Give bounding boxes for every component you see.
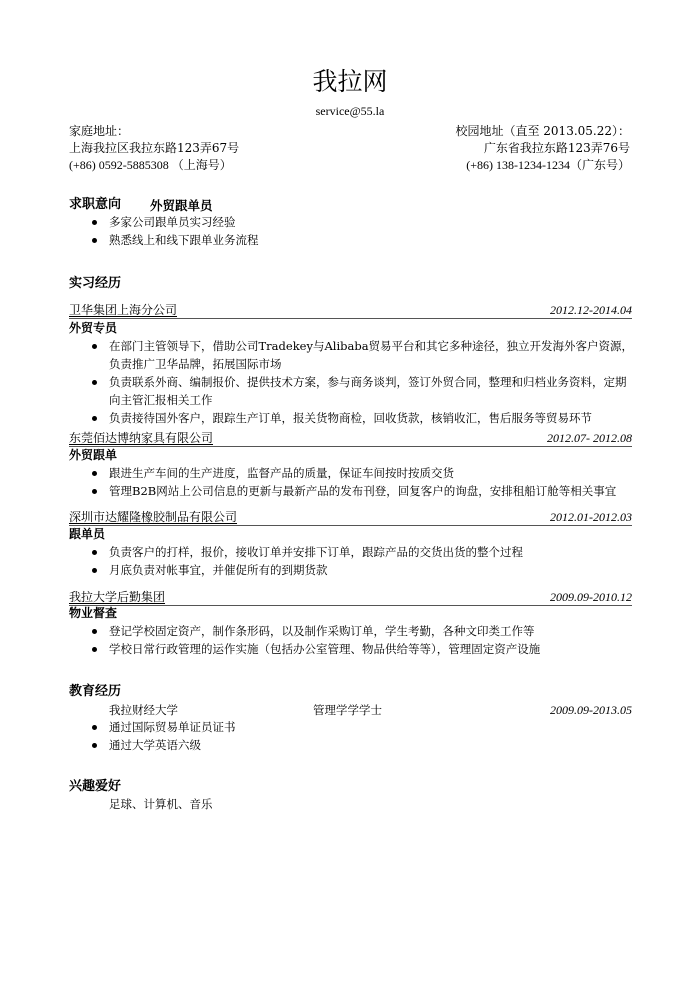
list-item: 负责联系外商、编制报价、提供技术方案，参与商务谈判，签订外贸合同，整理和归档业务资料，定期向主管汇报相关工作 — [90, 373, 635, 409]
job-role: 外贸专员 — [69, 321, 118, 335]
list-item: 通过大学英语六级 — [90, 736, 630, 754]
campus-phone: (+86) 138-1234-1234（广东号） — [466, 158, 630, 172]
objective-heading: 求职意向 — [69, 197, 122, 212]
list-item: 负责接待国外客户，跟踪生产订单，报关货物商检，回收货款，核销收汇，售后服务等贸易环节 — [90, 409, 635, 427]
duty-list — [90, 337, 635, 427]
campus-address-label: 校园地址（直至 2013.05.22）： — [455, 124, 630, 138]
job-role: 物业督查 — [69, 606, 118, 620]
list-item: 在部门主管领导下，借助公司Tradekey与Alibaba贸易平台和其它多种途径，独立开发海外客户资源，负责推广卫华品牌，拓展国际市场 — [90, 337, 635, 373]
bullet-icon — [92, 647, 97, 652]
email-address: service@55.la — [315, 104, 385, 118]
education-heading: 教育经历 — [69, 684, 122, 699]
bullet-icon — [92, 380, 97, 385]
list-item: 月底负责对帐事宜，并催促所有的到期货款 — [90, 561, 635, 579]
entry-date: 2009.09-2010.12 — [550, 590, 632, 604]
bullet-icon — [92, 743, 97, 748]
bullet-icon — [92, 550, 97, 555]
company-divider — [69, 605, 632, 606]
company-name: 卫华集团上海分公司 — [69, 303, 178, 317]
list-item: 负责客户的打样，报价，接收订单并安排下订单，跟踪产品的交货出货的整个过程 — [90, 543, 635, 561]
job-role: 外贸跟单 — [69, 448, 118, 462]
duty-list — [90, 464, 650, 500]
duty-list — [90, 622, 635, 658]
hobbies-heading: 兴趣爱好 — [69, 779, 122, 794]
company-divider — [69, 318, 632, 319]
job-role: 跟单员 — [69, 527, 106, 541]
education-list — [90, 718, 630, 754]
bullet-icon — [92, 220, 97, 225]
entry-date: 2012.01-2012.03 — [550, 510, 632, 524]
bullet-icon — [92, 416, 97, 421]
company-divider — [69, 446, 632, 447]
home-phone: (+86) 0592-5885308 （上海号） — [69, 158, 232, 172]
resume-name: 我拉网 — [312, 67, 388, 96]
bullet-icon — [92, 629, 97, 634]
list-item: 跟进生产车间的生产进度，监督产品的质量，保证车间按时按质交货 — [90, 464, 650, 482]
school-name: 我拉财经大学 — [109, 703, 178, 717]
bullet-icon — [92, 725, 97, 730]
hobbies-text: 足球、计算机、音乐 — [109, 797, 213, 811]
list-item: 多家公司跟单员实习经验 — [90, 213, 630, 231]
bullet-icon — [92, 489, 97, 494]
campus-address: 广东省我拉东路123弄76号 — [483, 141, 630, 155]
company-name: 我拉大学后勤集团 — [69, 590, 166, 604]
company-name: 深圳市达耀隆橡胶制品有限公司 — [69, 510, 238, 524]
bullet-icon — [92, 471, 97, 476]
objective-list — [90, 213, 630, 249]
company-divider — [69, 525, 632, 526]
home-address: 上海我拉区我拉东路123弄67号 — [69, 141, 240, 155]
home-address-label: 家庭地址： — [69, 124, 130, 138]
list-item: 登记学校固定资产，制作条形码，以及制作采购订单，学生考勤，各种文印类工作等 — [90, 622, 635, 640]
list-item: 熟悉线上和线下跟单业务流程 — [90, 231, 630, 249]
list-item: 管理B2B网站上公司信息的更新与最新产品的发布刊登，回复客户的询盘，安排租船订舱等相关事宜 — [90, 482, 650, 500]
list-item: 通过国际贸易单证员证书 — [90, 718, 630, 736]
bullet-icon — [92, 344, 97, 349]
degree: 管理学学学士 — [313, 703, 382, 717]
bullet-icon — [92, 238, 97, 243]
internship-heading: 实习经历 — [69, 276, 122, 291]
objective-position: 外贸跟单员 — [150, 198, 213, 213]
education-date: 2009.09-2013.05 — [550, 703, 632, 717]
company-name: 东莞佰达博纳家具有限公司 — [69, 431, 214, 445]
entry-date: 2012.07- 2012.08 — [547, 431, 632, 445]
duty-list — [90, 543, 635, 579]
list-item: 学校日常行政管理的运作实施（包括办公室管理、物品供给等等），管理固定资产设施 — [90, 640, 635, 658]
bullet-icon — [92, 568, 97, 573]
entry-date: 2012.12-2014.04 — [550, 303, 632, 317]
